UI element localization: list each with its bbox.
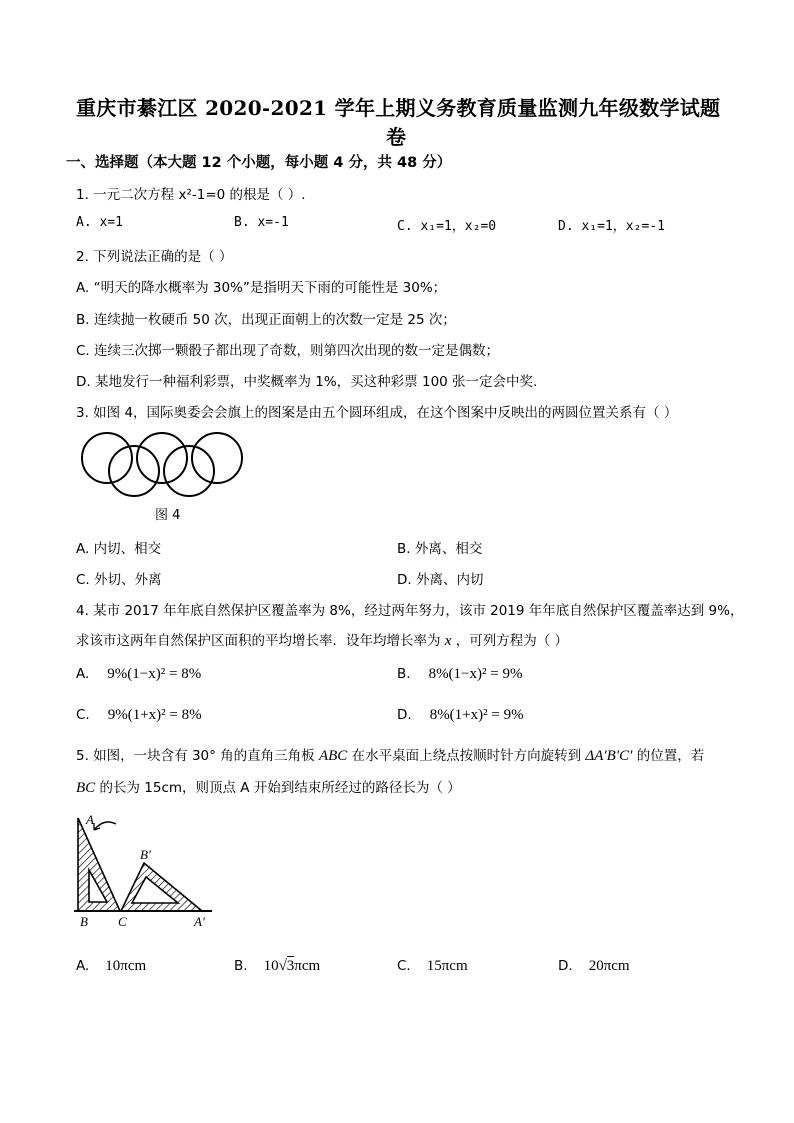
question-2-stem: 2. 下列说法正确的是（ ） bbox=[76, 249, 233, 265]
option-expression: 10πcm bbox=[105, 958, 147, 974]
option-expression-suffix: πcm bbox=[294, 958, 321, 974]
radicand: 3 bbox=[286, 958, 295, 974]
label-b: B bbox=[80, 914, 88, 929]
option-letter: B. bbox=[397, 666, 411, 682]
question-2-option-d: D. 某地发行一种福利彩票，中奖概率为 1%，买这种彩票 100 张一定会中奖. bbox=[76, 374, 538, 390]
option-letter: C. bbox=[76, 707, 90, 723]
question-4-option-c bbox=[76, 706, 202, 724]
option-expression: 20πcm bbox=[588, 958, 630, 974]
question-5-stem-line1 bbox=[76, 744, 704, 765]
ring-3 bbox=[192, 433, 242, 483]
option-letter: B. bbox=[234, 958, 248, 974]
option-expression: 8%(1+x)² = 9% bbox=[429, 707, 524, 723]
triangle-a-prime-b-prime-c-prime bbox=[121, 863, 202, 911]
question-3-option-d: D. 外离、内切 bbox=[397, 572, 484, 588]
question-5-bc: BC bbox=[76, 780, 96, 796]
question-3-option-c: C. 外切、外离 bbox=[76, 572, 162, 588]
option-expression: 15πcm bbox=[426, 958, 468, 974]
label-a: A bbox=[86, 812, 94, 827]
question-5-option-d bbox=[558, 957, 630, 975]
question-5-stem-text-b: 在水平桌面上绕点按顺时针方向旋转到 bbox=[351, 748, 582, 764]
sqrt-icon: √ bbox=[278, 958, 287, 974]
exam-title-line1: 重庆市綦江区 2020-2021 学年上期义务教育质量监测九年级数学试题 bbox=[76, 96, 721, 120]
question-4-option-d bbox=[397, 706, 524, 724]
question-5-option-b bbox=[234, 957, 320, 975]
question-2-option-a: A. “明天的降水概率为 30%”是指明天下雨的可能性是 30%； bbox=[76, 280, 447, 296]
section-heading: 一、选择题（本大题 12 个小题，每小题 4 分，共 48 分） bbox=[66, 155, 452, 171]
question-4-stem-line2 bbox=[76, 629, 568, 650]
question-5-stem-text-d: 的长为 15cm，则顶点 A 开始到结束所经过的路径长为（ ） bbox=[99, 780, 461, 796]
question-1-option-d: D. x₁=1，x₂=-1 bbox=[558, 219, 665, 234]
label-a-prime: A′ bbox=[194, 914, 205, 929]
olympic-rings-figure bbox=[78, 428, 248, 500]
triangle-abc bbox=[78, 818, 120, 911]
question-2-option-c: C. 连续三次掷一颗骰子都出现了奇数，则第四次出现的数一定是偶数； bbox=[76, 343, 500, 359]
option-letter: A. bbox=[76, 958, 90, 974]
question-1-option-b: B. x=-1 bbox=[234, 215, 289, 230]
option-letter: D. bbox=[397, 707, 412, 723]
question-5-abc: ABC bbox=[318, 748, 348, 764]
triangle-rotation-figure bbox=[72, 810, 222, 932]
ring-5 bbox=[164, 446, 214, 496]
question-5-stem-text-a: 5. 如图，一块含有 30° 角的直角三角板 bbox=[76, 748, 315, 764]
question-4-stem-text-b: ，可列方程为（ ） bbox=[455, 633, 569, 649]
question-3-option-b: B. 外离、相交 bbox=[397, 541, 483, 557]
question-5-stem-line2 bbox=[76, 776, 461, 797]
option-expression-prefix: 10 bbox=[263, 958, 279, 974]
option-letter: D. bbox=[558, 958, 573, 974]
question-2-option-b: B. 连续抛一枚硬币 50 次，出现正面朝上的次数一定是 25 次； bbox=[76, 312, 456, 328]
question-3-option-a: A. 内切、相交 bbox=[76, 541, 162, 557]
question-4-stem-text-a: 求该市这两年自然保护区面积的平均增长率．设年均增长率为 bbox=[76, 633, 441, 649]
question-5-option-c bbox=[397, 957, 468, 975]
question-1-option-c: C. x₁=1，x₂=0 bbox=[397, 219, 497, 234]
option-letter: A. bbox=[76, 666, 90, 682]
question-1-option-a: A. x=1 bbox=[76, 215, 123, 230]
option-expression: 8%(1−x)² = 9% bbox=[428, 666, 523, 682]
option-expression: 9%(1+x)² = 8% bbox=[107, 707, 202, 723]
question-4-option-a bbox=[76, 665, 201, 683]
ring-1 bbox=[82, 433, 132, 483]
question-5-rotated-triangle: ΔA′B′C′ bbox=[585, 748, 633, 764]
exam-title-line2: 卷 bbox=[386, 125, 407, 149]
figure-4-caption: 图 4 bbox=[155, 508, 181, 523]
option-letter: C. bbox=[397, 958, 411, 974]
question-5-option-a bbox=[76, 957, 146, 975]
label-c: C bbox=[118, 914, 127, 929]
question-4-variable: x bbox=[444, 633, 452, 649]
label-b-prime: B′ bbox=[140, 847, 151, 862]
question-1-stem: 1. 一元二次方程 x²-1=0 的根是（ ）. bbox=[76, 187, 306, 203]
question-5-stem-text-c: 的位置，若 bbox=[636, 748, 705, 764]
option-expression: 9%(1−x)² = 8% bbox=[107, 666, 202, 682]
ring-4 bbox=[109, 446, 159, 496]
question-4-stem-line1: 4. 某市 2017 年年底自然保护区覆盖率为 8%，经过两年努力，该市 2019 年年底自然保护区覆盖率达到 9%， bbox=[76, 603, 744, 619]
question-3-stem: 3. 如图 4，国际奥委会会旗上的图案是由五个圆环组成，在这个图案中反映出的两圆位置关系有（ ） bbox=[76, 405, 678, 421]
ring-2 bbox=[137, 433, 187, 483]
question-4-option-b bbox=[397, 665, 522, 683]
